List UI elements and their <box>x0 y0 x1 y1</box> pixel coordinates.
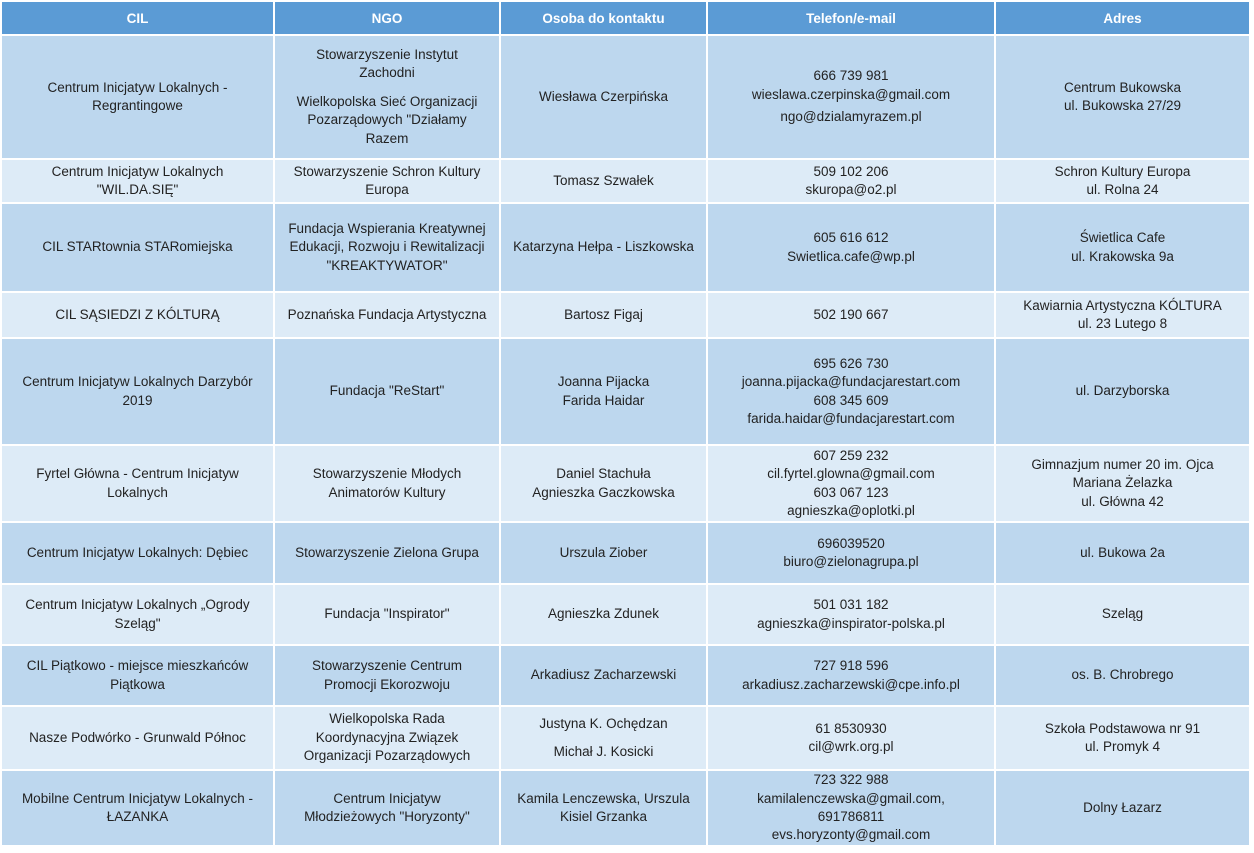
address-cell <box>995 445 1250 522</box>
line-gap <box>507 733 700 743</box>
cell-line: 2019 <box>122 392 153 408</box>
cell-line: ul. Bukowska 27/29 <box>1063 98 1182 113</box>
cell-line: Wiesława Czerpińska <box>538 88 669 104</box>
cell-line: Schron Kultury Europa <box>1054 163 1191 179</box>
cell-line: Bartosz Figaj <box>564 306 643 322</box>
cell-line: Kisiel Grzanka <box>559 809 648 824</box>
cell-line: Tomasz Szwałek <box>553 172 654 188</box>
phone-email-cell <box>707 159 995 203</box>
cell-line: Fyrtel Główna - Centrum Inicjatyw <box>36 466 239 482</box>
contact-person-cell <box>500 35 707 159</box>
cell-line: Agnieszka Zdunek <box>547 606 660 622</box>
cell-line: Centrum Inicjatyw Lokalnych „Ogrody <box>25 597 250 613</box>
ngo-cell <box>274 445 500 522</box>
ngo-cell <box>274 159 500 203</box>
contact-person-cell <box>500 292 707 338</box>
cell-line: Razem <box>365 130 409 146</box>
cell-line: Mobilne Centrum Inicjatyw Lokalnych - <box>21 790 254 806</box>
cell-line: Organizacji Pozarządowych <box>303 748 471 764</box>
cell-line: Gimnazjum numer 20 im. Ojca <box>1031 456 1214 472</box>
cell-line: Fundacja Wspierania Kreatywnej <box>288 220 486 236</box>
cell-line: ul. Promyk 4 <box>1084 739 1161 754</box>
cell-line: ul. Bukowa 2a <box>1080 544 1165 560</box>
cell-line: CIL Piątkowo - miejsce mieszkańców <box>26 658 249 674</box>
cell-line: Kamila Lenczewska, Urszula <box>517 790 690 806</box>
cell-line: CIL SĄSIEDZI Z KÓLTURĄ <box>55 306 220 322</box>
cell-line: agnieszka@oplotki.pl <box>787 502 915 518</box>
phone-email-cell <box>707 445 995 522</box>
cil-cell <box>2 203 274 292</box>
ngo-cell <box>274 770 500 846</box>
cell-line: Edukacji, Rozwoju i Rewitalizacji <box>289 239 485 255</box>
cell-line: Stowarzyszenie Schron Kultury <box>293 163 481 179</box>
header-phone-email: Telefon/e-mail <box>707 2 995 35</box>
cell-line: 608 345 609 <box>813 392 889 408</box>
cell-line: Europa <box>365 182 409 197</box>
address-cell <box>995 35 1250 159</box>
cil-cell <box>2 584 274 645</box>
cell-line: Wielkopolska Rada <box>329 711 445 727</box>
cell-line: 502 190 667 <box>813 306 889 322</box>
cell-line: evs.horyzonty@gmail.com <box>771 827 931 843</box>
phone-email-cell <box>707 584 995 645</box>
cell-line: Agnieszka Gaczkowska <box>532 484 675 500</box>
cell-line: Stowarzyszenie Centrum <box>311 658 463 674</box>
table-row <box>2 445 1250 522</box>
address-cell <box>995 645 1250 706</box>
contact-person-cell <box>500 338 707 445</box>
ngo-cell <box>274 584 500 645</box>
cell-line: Poznańska Fundacja Artystyczna <box>287 306 487 322</box>
cell-line: 607 259 232 <box>813 447 889 463</box>
cell-line: Pozarządowych "Działamy <box>307 112 467 128</box>
cell-line: ŁAZANKA <box>106 809 169 824</box>
cell-line: Szkoła Podstawowa nr 91 <box>1044 720 1201 736</box>
address-cell <box>995 584 1250 645</box>
cell-line: "WIL.DA.SIĘ" <box>96 182 179 197</box>
cell-line: Centrum Inicjatyw Lokalnych: Dębiec <box>26 544 249 560</box>
cell-line: 501 031 182 <box>813 597 889 613</box>
table-row <box>2 770 1250 846</box>
ngo-cell <box>274 35 500 159</box>
cell-line: Michał J. Kosicki <box>553 744 654 759</box>
address-cell <box>995 292 1250 338</box>
cell-line: kamilalenczewska@gmail.com, <box>757 790 945 806</box>
table-row <box>2 159 1250 203</box>
phone-email-cell <box>707 770 995 846</box>
cell-line: Joanna Pijacka <box>557 374 650 390</box>
cell-line: Swietlica.cafe@wp.pl <box>787 248 915 264</box>
contacts-table-wrapper <box>2 2 1250 847</box>
address-cell <box>995 338 1250 445</box>
header-ngo: NGO <box>274 2 500 35</box>
contact-person-cell <box>500 445 707 522</box>
cil-cell <box>2 35 274 159</box>
cil-cell <box>2 292 274 338</box>
cell-line: cil.fyrtel.glowna@gmail.com <box>767 466 935 482</box>
cell-line: Arkadiusz Zacharzewski <box>530 667 677 683</box>
table-row <box>2 522 1250 584</box>
contact-person-cell <box>500 584 707 645</box>
cell-line: Stowarzyszenie Instytut <box>316 46 458 62</box>
cell-line: os. B. Chrobrego <box>1071 667 1174 683</box>
cil-cell <box>2 706 274 770</box>
cell-line: Dolny Łazarz <box>1083 799 1162 815</box>
ngo-cell <box>274 203 500 292</box>
cil-cell <box>2 338 274 445</box>
address-cell <box>995 770 1250 846</box>
header-cil: CIL <box>2 2 274 35</box>
address-cell <box>995 706 1250 770</box>
cell-line: Fundacja "ReStart" <box>329 383 445 399</box>
cell-line: Fundacja "Inspirator" <box>324 606 450 622</box>
contact-person-cell <box>500 159 707 203</box>
cell-line: Koordynacyjna Związek <box>315 729 459 745</box>
cil-cell <box>2 645 274 706</box>
cell-line: Lokalnych <box>107 484 168 500</box>
phone-email-cell <box>707 35 995 159</box>
header-contact-person: Osoba do kontaktu <box>500 2 707 35</box>
cil-cell <box>2 159 274 203</box>
cell-line: 666 739 981 <box>813 68 889 84</box>
ngo-cell <box>274 522 500 584</box>
table-row <box>2 584 1250 645</box>
cell-line: Nasze Podwórko - Grunwald Północ <box>29 729 246 745</box>
cil-cell <box>2 770 274 846</box>
table-row <box>2 706 1250 770</box>
cell-line: 605 616 612 <box>813 230 889 246</box>
table-body <box>2 35 1250 846</box>
cell-line: Kawiarnia Artystyczna KÓLTURA <box>1023 297 1222 313</box>
cell-line: Farida Haidar <box>562 392 645 408</box>
header-row <box>2 2 1250 35</box>
cell-line: 696039520 <box>817 535 885 551</box>
cell-line: Stowarzyszenie Zielona Grupa <box>295 544 479 560</box>
cell-line: ul. Darzyborska <box>1075 383 1170 399</box>
cell-line: 695 626 730 <box>813 355 889 371</box>
table-row <box>2 203 1250 292</box>
cell-line: Mariana Żelazka <box>1072 475 1173 491</box>
cell-line: 691786811 <box>817 809 885 824</box>
phone-email-cell <box>707 203 995 292</box>
cell-line: Centrum Inicjatyw Lokalnych Darzybór <box>22 374 253 390</box>
contact-person-cell <box>500 706 707 770</box>
ngo-cell <box>274 706 500 770</box>
ngo-cell <box>274 338 500 445</box>
contacts-table <box>2 2 1251 847</box>
contact-person-cell <box>500 645 707 706</box>
address-cell <box>995 159 1250 203</box>
cell-line: Animatorów Kultury <box>328 484 446 500</box>
cell-line: biuro@zielonagrupa.pl <box>783 554 919 569</box>
cell-line: 603 067 123 <box>813 484 889 500</box>
cell-line: Urszula Ziober <box>559 544 648 560</box>
table-row <box>2 645 1250 706</box>
contact-person-cell <box>500 203 707 292</box>
cell-line: Centrum Bukowska <box>1063 79 1182 95</box>
cell-line: ul. Krakowska 9a <box>1071 248 1174 264</box>
phone-email-cell <box>707 645 995 706</box>
ngo-cell <box>274 645 500 706</box>
cell-line: 509 102 206 <box>813 163 889 179</box>
cell-line: 61 8530930 <box>815 720 887 736</box>
cell-line: agnieszka@inspirator-polska.pl <box>757 615 945 631</box>
cil-cell <box>2 522 274 584</box>
cell-line: Regrantingowe <box>92 98 183 113</box>
line-gap <box>281 83 493 93</box>
table-row <box>2 292 1250 338</box>
cell-line: arkadiusz.zacharzewski@cpe.info.pl <box>742 676 960 692</box>
cell-line: Młodzieżowych "Horyzonty" <box>304 809 470 824</box>
cell-line: Stowarzyszenie Młodych <box>312 466 462 482</box>
phone-email-cell <box>707 292 995 338</box>
cell-line: ul. Rolna 24 <box>1086 182 1159 197</box>
table-row <box>2 35 1250 159</box>
phone-email-cell <box>707 338 995 445</box>
cell-line: Szeląg" <box>114 615 161 631</box>
cil-cell <box>2 445 274 522</box>
cell-line: ul. Główna 42 <box>1081 493 1164 509</box>
cell-line: Centrum Inicjatyw Lokalnych <box>51 163 224 179</box>
contact-person-cell <box>500 522 707 584</box>
cell-line: CIL STARtownia STARomiejska <box>42 239 233 255</box>
cell-line: joanna.pijacka@fundacjarestart.com <box>741 374 961 390</box>
header-address: Adres <box>995 2 1250 35</box>
cell-line: Centrum Inicjatyw Lokalnych - <box>47 79 228 95</box>
cell-line: Centrum Inicjatyw <box>333 790 441 806</box>
contact-person-cell <box>500 770 707 846</box>
cell-line: ul. 23 Lutego 8 <box>1077 316 1168 331</box>
cell-line: Justyna K. Ochędzan <box>539 715 668 731</box>
phone-email-cell <box>707 706 995 770</box>
cell-line: Daniel Stachuła <box>556 466 651 482</box>
cell-line: wieslawa.czerpinska@gmail.com <box>751 86 951 102</box>
address-cell <box>995 203 1250 292</box>
address-cell <box>995 522 1250 584</box>
cell-line: ngo@dzialamyrazem.pl <box>780 109 922 125</box>
cell-line: Piątkowa <box>110 676 165 692</box>
cell-line: Zachodni <box>359 65 415 81</box>
cell-line: Szeląg <box>1101 606 1144 622</box>
cell-line: Wielkopolska Sieć Organizacji <box>296 93 478 109</box>
cell-line: 723 322 988 <box>813 772 889 788</box>
cell-line: Promocji Ekorozwoju <box>323 676 451 692</box>
cell-line: Katarzyna Hełpa - Liszkowska <box>513 239 694 255</box>
cell-line: skuropa@o2.pl <box>805 182 897 197</box>
cell-line: farida.haidar@fundacjarestart.com <box>747 410 955 426</box>
table-row <box>2 338 1250 445</box>
cell-line: 727 918 596 <box>813 658 889 674</box>
phone-email-cell <box>707 522 995 584</box>
cell-line: Świetlica Cafe <box>1079 230 1166 246</box>
cell-line: "KREAKTYWATOR" <box>326 257 448 273</box>
ngo-cell <box>274 292 500 338</box>
cell-line: cil@wrk.org.pl <box>808 739 894 754</box>
